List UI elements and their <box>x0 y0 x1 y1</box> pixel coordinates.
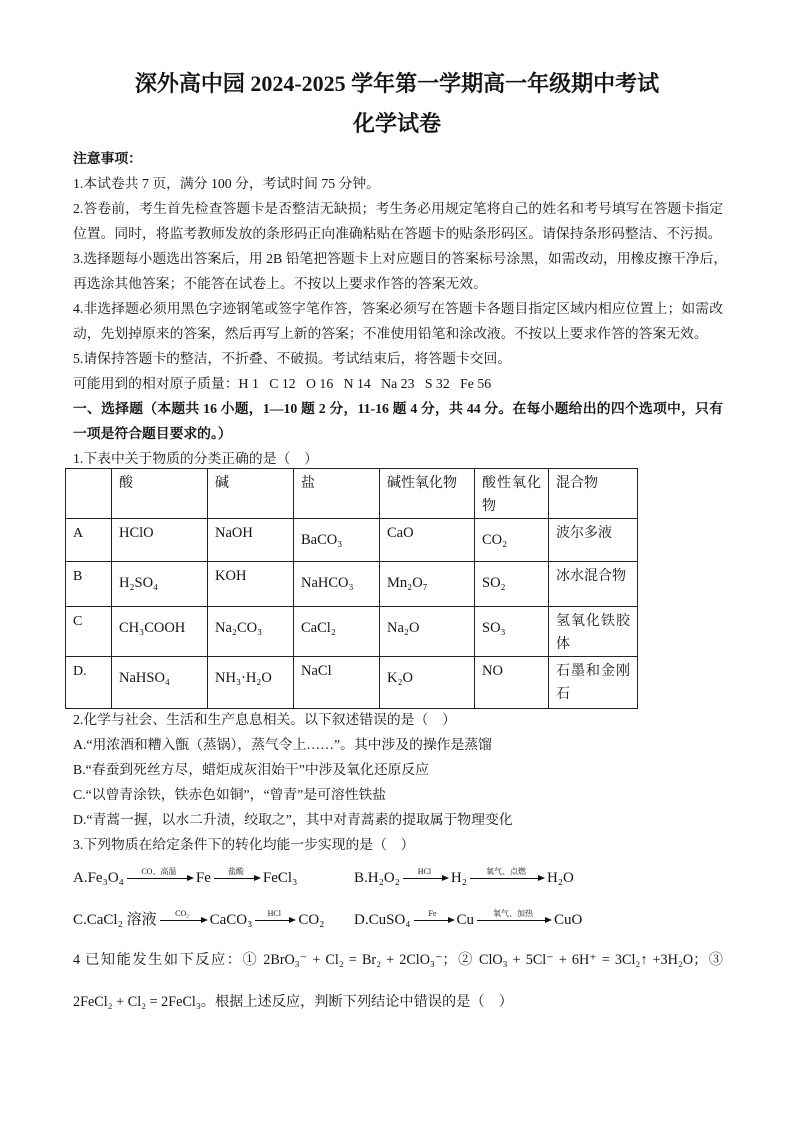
question-3-stem: 3.下列物质在给定条件下的转化均能一步实现的是（ ） <box>73 837 415 852</box>
arrow-condition: 氧气、点燃 <box>485 867 526 877</box>
notice-item-2-line-2: 位置。同时，将监考教师发放的条形码正向准确粘贴在答题卡的贴条形码区。请保持条形码整洁、不污损。 <box>73 226 722 241</box>
reactant: CaCl₂ 溶液 <box>86 912 157 928</box>
table-header-base: 碱 <box>208 469 294 519</box>
table-cell: NaCl <box>294 657 380 709</box>
table-cell: BaCO₃ <box>294 519 380 562</box>
reactant: H₂O₂ <box>367 870 400 886</box>
table-cell: CH₃COOH <box>112 607 208 657</box>
table-cell: 氢氧化铁胶体 <box>549 607 638 657</box>
table-cell: HClO <box>112 519 208 562</box>
reaction-arrow <box>127 867 191 879</box>
arrow-condition: HCl <box>267 909 281 919</box>
intermediate: H₂ <box>450 870 467 886</box>
question-1-stem: 1.下表中关于物质的分类正确的是（ ） <box>73 451 318 466</box>
question-4-line-2: 2FeCl₂ + Cl₂ = 2FeCl₃。根据上述反应，判断下列结论中错误的是（ ） <box>73 994 513 1010</box>
row-label: A <box>66 519 112 562</box>
reactant: Fe₃O₄ <box>87 870 124 886</box>
question-4-line-1: 4 已知能发生如下反应：① 2BrO₃⁻ + Cl₂ = Br₂ + 2ClO₃⁻；② ClO₃ + 5Cl⁻ + 6H⁺ = 3Cl₂↑ +3H₂O；③ <box>73 952 723 968</box>
option-label: D. <box>354 912 369 928</box>
question-2-stem: 2.化学与社会、生活和生产息息相关。以下叙述错误的是（ ） <box>73 712 456 727</box>
notice-section <box>73 146 728 471</box>
table-cell: H₂SO₄ <box>112 562 208 607</box>
reaction-arrow <box>414 909 452 921</box>
table-row <box>66 657 638 709</box>
reactant: CuSO₄ <box>368 912 411 928</box>
table-cell: NH₃·H₂O <box>208 657 294 709</box>
table-cell: CaO <box>380 519 475 562</box>
table-cell: NO <box>475 657 549 709</box>
product: CO₂ <box>298 912 325 928</box>
table-cell: NaHSO₄ <box>112 657 208 709</box>
question-2-section <box>73 707 723 857</box>
table-cell: 石墨和金刚石 <box>549 657 638 709</box>
question-3-option-d <box>354 900 582 940</box>
reaction-arrow <box>214 867 258 879</box>
product: H₂O <box>546 870 574 886</box>
table-header-row <box>66 469 638 519</box>
table-header-corner <box>66 469 112 519</box>
arrow-condition: CO、高温 <box>141 867 177 877</box>
question-3-option-b <box>354 858 574 898</box>
product: CuO <box>554 912 583 928</box>
notice-item-3-line-1: 3.选择题每小题选出答案后，用 2B 铅笔把答题卡上对应题目的答案标号涂黑，如需改动，用橡皮擦干净后， <box>73 251 728 266</box>
notice-item-3-line-2: 再选涂其他答案；不能答在试卷上。不按以上要求作答的答案无效。 <box>73 276 487 291</box>
question-2-option-a: A.“用浓酒和糟入甑（蒸锅），蒸气令上……”。其中涉及的操作是蒸馏 <box>73 737 492 752</box>
table-cell: Mn₂O₇ <box>380 562 475 607</box>
arrow-condition: Fe <box>428 909 437 919</box>
atomic-mass-line: 可能用到的相对原子质量：H 1 C 12 O 16 N 14 Na 23 S 32 Fe 56 <box>73 376 492 391</box>
notice-item-4-line-2: 动，先划掉原来的答案，然后再写上新的答案；不准使用铅笔和涂改液。不按以上要求作答的答案无效。 <box>73 326 708 341</box>
row-label: C <box>66 607 112 657</box>
notice-item-1: 1.本试卷共 7 页，满分 100 分，考试时间 75 分钟。 <box>73 176 380 191</box>
question-3-option-c <box>73 900 324 940</box>
reaction-arrow <box>477 909 549 921</box>
notice-heading: 注意事项： <box>73 151 142 166</box>
option-label: B. <box>354 870 368 886</box>
table-cell: NaHCO₃ <box>294 562 380 607</box>
option-label: C. <box>73 912 87 928</box>
arrow-condition: 氧气、加热 <box>493 909 534 919</box>
question-2-option-b: B.“春蚕到死丝方尽，蜡炬成灰泪始干”中涉及氧化还原反应 <box>73 762 430 777</box>
table-header-basic-oxide: 碱性氧化物 <box>380 469 475 519</box>
section-heading-line-2: 一项是符合题目要求的。） <box>73 426 232 441</box>
table-cell: SO₃ <box>475 607 549 657</box>
product: FeCl₃ <box>262 870 298 886</box>
table-cell: K₂O <box>380 657 475 709</box>
table-cell: Na₂O <box>380 607 475 657</box>
table-cell: KOH <box>208 562 294 607</box>
table-row <box>66 519 638 562</box>
table-row <box>66 607 638 657</box>
table-cell: 波尔多液 <box>549 519 638 562</box>
intermediate: Fe <box>195 870 211 886</box>
question-3-option-a <box>73 858 297 898</box>
classification-table <box>65 468 638 709</box>
row-label: B <box>66 562 112 607</box>
option-label: A. <box>73 870 88 886</box>
intermediate: CaCO₃ <box>209 912 253 928</box>
exam-subtitle: 化学试卷 <box>352 111 441 136</box>
arrow-condition: CO₂ <box>175 909 190 919</box>
table-cell: SO₂ <box>475 562 549 607</box>
table-header-salt: 盐 <box>294 469 380 519</box>
question-4-section <box>73 939 723 1023</box>
reaction-arrow <box>403 867 446 879</box>
notice-item-4-line-1: 4.非选择题必须用黑色字迹钢笔或签字笔作答，答案必须写在答题卡各题目指定区域内相应位置上；如需改 <box>73 301 723 316</box>
row-label: D. <box>66 657 112 709</box>
reaction-arrow <box>160 909 205 921</box>
arrow-condition: 盐酸 <box>227 867 244 877</box>
table-header-acidic-oxide: 酸性氧化物 <box>475 469 549 519</box>
reaction-arrow <box>470 867 542 879</box>
table-header-acid: 酸 <box>112 469 208 519</box>
table-cell: NaOH <box>208 519 294 562</box>
reaction-arrow <box>255 909 293 921</box>
table-row <box>66 562 638 607</box>
table-header-mixture: 混合物 <box>549 469 638 519</box>
question-2-option-d: D.“青蒿一握，以水二升渍，绞取之”，其中对青蒿素的提取属于物理变化 <box>73 812 513 827</box>
question-2-option-c: C.“以曾青涂铁，铁赤色如铜”，“曾青”是可溶性铁盐 <box>73 787 387 802</box>
table-cell: CO₂ <box>475 519 549 562</box>
intermediate: Cu <box>456 912 475 928</box>
table-cell: Na₂CO₃ <box>208 607 294 657</box>
section-heading-line-1: 一、选择题（本题共 16 小题，1—10 题 2 分，11-16 题 4 分，共 44 分。在每小题给出的四个选项中，只有 <box>73 401 723 416</box>
exam-title: 深外高中园 2024-2025 学年第一学期高一年级期中考试 <box>134 71 660 96</box>
arrow-condition: HCl <box>417 867 432 877</box>
table-cell: CaCl₂ <box>294 607 380 657</box>
table-cell: 冰水混合物 <box>549 562 638 607</box>
notice-item-2-line-1: 2.答卷前，考生首先检查答题卡是否整洁无缺损；考生务必用规定笔将自己的姓名和考号填写在答题卡指定 <box>73 201 723 216</box>
notice-item-5: 5.请保持答题卡的整洁，不折叠、不破损。考试结束后，将答题卡交回。 <box>73 351 512 366</box>
